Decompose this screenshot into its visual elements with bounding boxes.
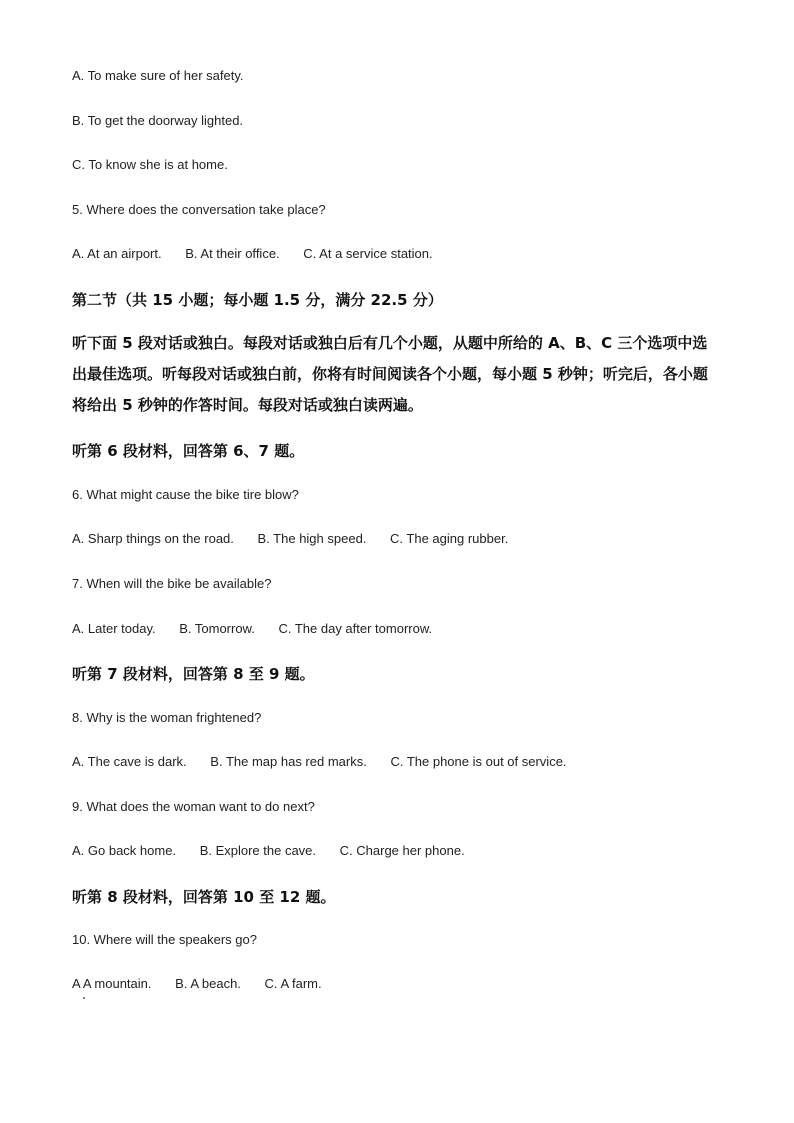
stray-mark <box>83 997 85 999</box>
q10-question: 10. Where will the speakers go? <box>72 932 257 947</box>
material7-heading: 听第 7 段材料，回答第 8 至 9 题。 <box>72 665 315 683</box>
q7-option-a: A. Later today. <box>72 621 156 636</box>
q4-option-b: B. To get the doorway lighted. <box>72 113 244 128</box>
q6-option-b: B. The high speed. <box>257 531 367 546</box>
q8-options <box>72 754 567 770</box>
q10-option-b: B. A beach. <box>175 976 241 991</box>
q7-option-b: B. Tomorrow. <box>179 621 255 636</box>
q10-option-c: C. A farm. <box>264 976 322 991</box>
material8-heading: 听第 8 段材料，回答第 10 至 12 题。 <box>72 888 336 906</box>
q9-options <box>72 843 465 859</box>
q9-question: 9. What does the woman want to do next? <box>72 799 315 814</box>
q5-question: 5. Where does the conversation take place? <box>72 202 326 217</box>
section2-instructions: 听下面 5 段对话或独白。每段对话或独白后有几个小题，从题中所给的 A、B、C 三个选项中选出最佳选项。听每段对话或独白前，你将有时间阅读各个小题，每小题 5 秒钟；听完后，各小题将给出 5 秒钟的作答时间。每段对话或独白读两遍。 <box>72 334 708 414</box>
q7-options <box>72 621 432 637</box>
q9-option-a: A. Go back home. <box>72 843 177 858</box>
q9-option-c: C. Charge her phone. <box>339 843 465 858</box>
q8-option-b: B. The map has red marks. <box>210 754 367 769</box>
q6-option-c: C. The aging rubber. <box>390 531 509 546</box>
q5-option-b: B. At their office. <box>185 246 280 261</box>
q8-option-c: C. The phone is out of service. <box>390 754 567 769</box>
q9-option-b: B. Explore the cave. <box>199 843 317 858</box>
q4-option-c: C. To know she is at home. <box>72 157 228 172</box>
q6-option-a: A. Sharp things on the road. <box>72 531 234 546</box>
q10-option-a: A A mountain. <box>72 976 152 991</box>
q8-option-a: A. The cave is dark. <box>72 754 187 769</box>
q5-options <box>72 246 433 262</box>
q10-options <box>72 976 322 992</box>
q5-option-c: C. At a service station. <box>303 246 433 261</box>
q5-option-a: A. At an airport. <box>72 246 162 261</box>
q6-question: 6. What might cause the bike tire blow? <box>72 487 299 502</box>
q7-option-c: C. The day after tomorrow. <box>278 621 433 636</box>
material6-heading: 听第 6 段材料，回答第 6、7 题。 <box>72 442 305 460</box>
q6-options <box>72 531 508 547</box>
q4-option-a: A. To make sure of her safety. <box>72 68 244 83</box>
q8-question: 8. Why is the woman frightened? <box>72 710 262 725</box>
q7-question: 7. When will the bike be available? <box>72 576 272 591</box>
section2-title: 第二节（共 15 小题；每小题 1.5 分，满分 22.5 分） <box>72 291 443 309</box>
